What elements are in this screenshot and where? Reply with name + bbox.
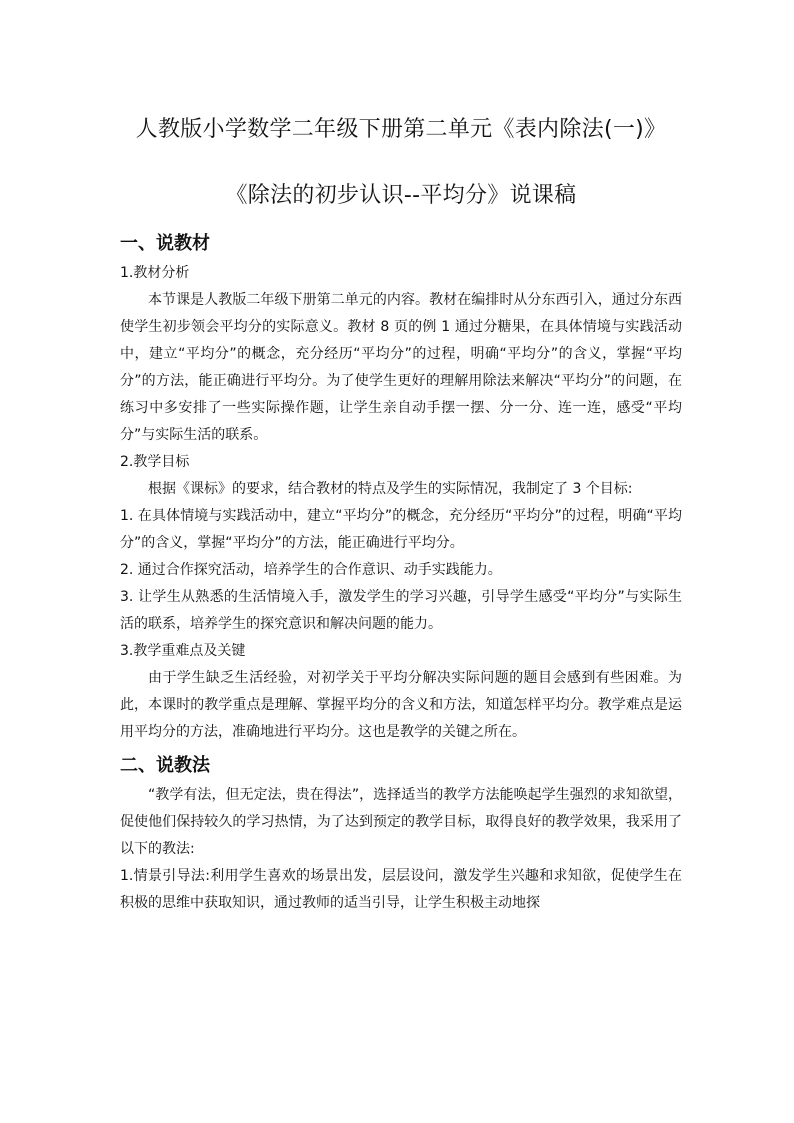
subsection-heading: 2.教学目标: [120, 454, 190, 470]
paragraph: 由于学生缺乏生活经验，对初学关于平均分解决实际问题的题目会感到有些困难。为此，本课时的教学重点是理解、掌握平均分的含义和方法，知道怎样平均分。教学难点是运用平均分的方法，准确地进行平均分。这也是教学的关键之所在。: [120, 670, 682, 740]
section1-heading: 一、说教材: [120, 233, 210, 254]
section-textbook: [120, 230, 682, 746]
paragraph: 本节课是人教版二年级下册第二单元的内容。教材在编排时从分东西引入，通过分东西使学生初步领会平均分的实际意义。教材 8 页的例 1 通过分糖果，在具体情境与实践活动中，建立“平均分”的概念，充分经历“平均分”的过程，明确“平均分”的含义，掌握“平均分”的方法，能正确进行平均分。为了使学生更好的理解用除法来解决“平均分”的问题，在练习中多安排了一些实际操作题，让学生亲自动手摆一摆、分一分、连一连，感受“平均分”与实际生活的联系。: [120, 292, 682, 443]
section-teaching-methods: [120, 752, 682, 917]
subsection-heading: 3.教学重难点及关键: [120, 643, 246, 659]
section2-heading: 二、说教法: [120, 755, 210, 776]
subsection-heading: 1.教材分析: [120, 265, 190, 281]
document-title-line1: 人教版小学数学二年级下册第二单元《表内除法(一)》: [135, 117, 667, 142]
paragraph: “教学有法，但无定法，贵在得法”，选择适当的教学方法能唤起学生强烈的求知欲望，促使他们保持较久的学习热情，为了达到预定的教学目标，取得良好的教学效果，我采用了以下的教法:: [120, 787, 682, 857]
goal-item: 1. 在具体情境与实践活动中，建立“平均分”的概念，充分经历“平均分”的过程，明确“平均分”的含义，掌握“平均分”的方法，能正确进行平均分。: [120, 508, 682, 551]
goal-item: 3. 让学生从熟悉的生活情境入手，激发学生的学习兴趣，引导学生感受“平均分”与实际生活的联系，培养学生的探究意识和解决问题的能力。: [120, 589, 682, 632]
goal-item: 2. 通过合作探究活动，培养学生的合作意识、动手实践能力。: [120, 562, 502, 578]
document-title-line2: 《除法的初步认识--平均分》说课稿: [225, 183, 577, 208]
method-item: 1.情景引导法:利用学生喜欢的场景出发，层层设问，激发学生兴趣和求知欲，促使学生在积极的思维中获取知识，通过教师的适当引导，让学生积极主动地探: [120, 868, 682, 911]
paragraph: 根据《课标》的要求，结合教材的特点及学生的实际情况，我制定了 3 个目标:: [148, 481, 633, 497]
